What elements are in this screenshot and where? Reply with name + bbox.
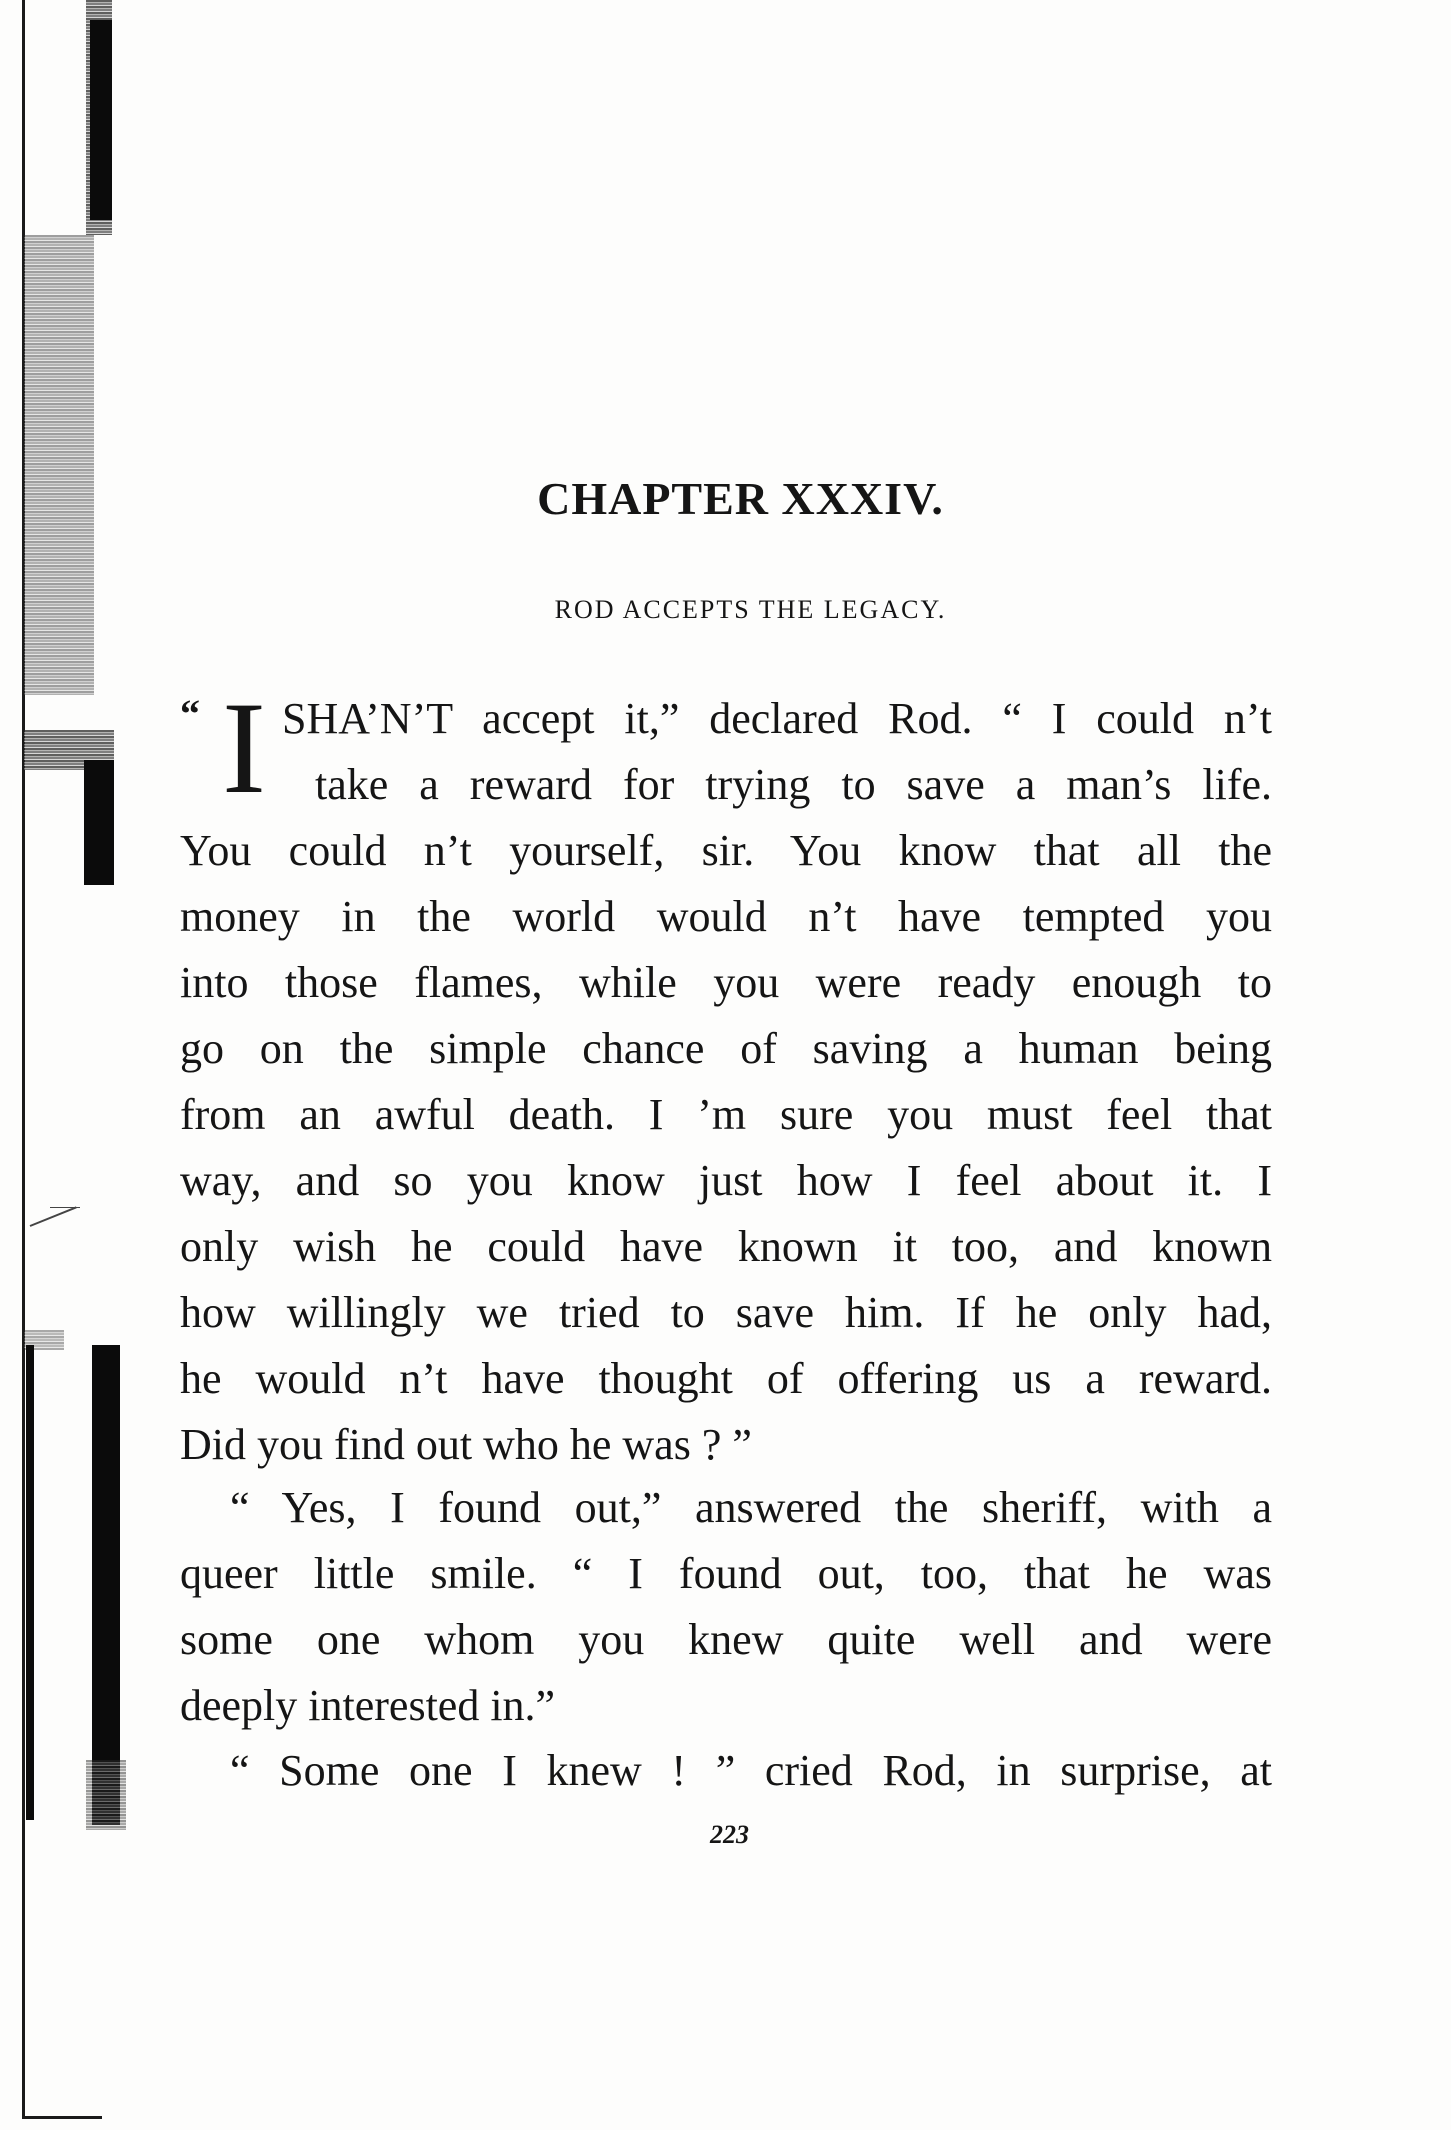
binding-edge-bottom: [22, 2116, 102, 2119]
scan-artifact: [24, 235, 94, 695]
scan-artifact: [26, 1345, 34, 1820]
scan-artifact: [50, 1207, 80, 1208]
scan-artifact: [90, 20, 112, 220]
text-line: take a reward for trying to save a man’s life.: [315, 760, 1272, 809]
drop-cap: I: [222, 674, 266, 821]
text-line: way, and so you know just how I feel about it. I: [180, 1156, 1272, 1205]
text-line: Did you find out who he was ? ”: [180, 1420, 752, 1469]
scan-artifact: [92, 1345, 120, 1825]
paragraph: [180, 818, 1272, 1478]
text-line: from an awful death. I ’m sure you must feel that: [180, 1090, 1272, 1139]
text-line: how willingly we tried to save him. If he only had,: [180, 1288, 1272, 1337]
paragraph: [180, 1738, 1272, 1804]
scan-artifact: [84, 760, 114, 885]
text-line: queer little smile. “ I found out, too, that he was: [180, 1549, 1272, 1598]
text-line: into those flames, while you were ready enough to: [180, 958, 1272, 1007]
text-line: “ Yes, I found out,” answered the sheriff, with a: [230, 1483, 1272, 1532]
text-line: money in the world would n’t have tempted you: [180, 892, 1272, 941]
chapter-subtitle: ROD ACCEPTS THE LEGACY.: [554, 595, 947, 624]
opening-quote: “: [180, 691, 200, 736]
text-line: “ Some one I knew ! ” cried Rod, in surprise, at: [230, 1746, 1272, 1795]
text-line: deeply interested in.”: [180, 1681, 556, 1730]
text-line: SHA’N’T accept it,” declared Rod. “ I could n’t: [282, 694, 1272, 743]
paragraph: [180, 1475, 1272, 1739]
page-number: 223: [710, 1820, 749, 1849]
text-line: he would n’t have thought of offering us a reward.: [180, 1354, 1272, 1403]
text-line: go on the simple chance of saving a human being: [180, 1024, 1272, 1073]
scan-artifact: [30, 1206, 77, 1227]
chapter-title: CHAPTER XXXIV.: [537, 473, 944, 524]
text-line: some one whom you knew quite well and were: [180, 1615, 1272, 1664]
text-line: only wish he could have known it too, and known: [180, 1222, 1272, 1271]
text-line: You could n’t yourself, sir. You know that all the: [180, 826, 1272, 875]
